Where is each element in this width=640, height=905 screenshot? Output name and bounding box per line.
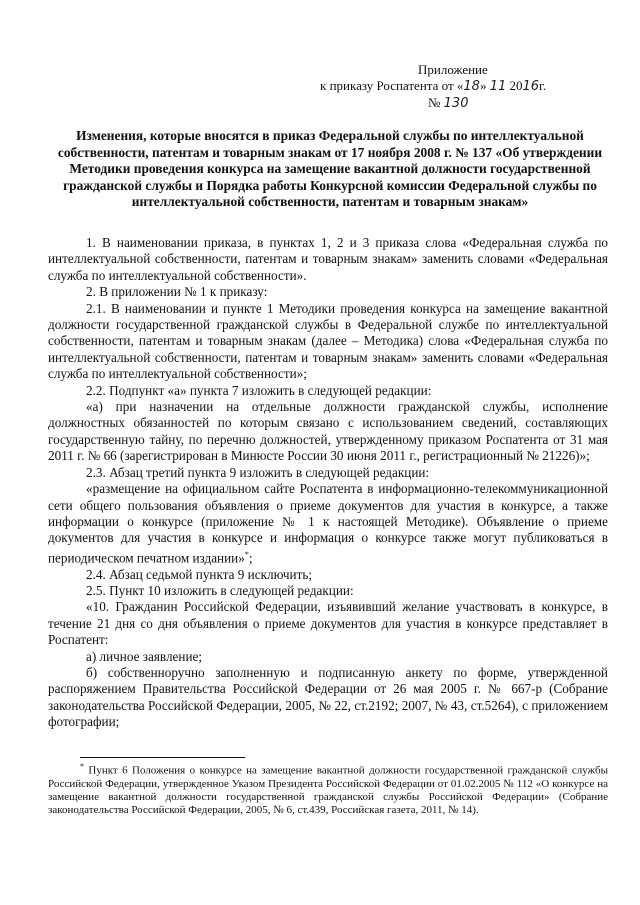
paragraph (48, 481, 608, 566)
paragraph: а) личное заявление; (86, 648, 203, 664)
footnote-marker: * (80, 762, 84, 771)
order-year-prefix: 20 (506, 78, 523, 93)
paragraph: 2.1. В наименовании и пункте 1 Методики проведения конкурса на замещение вакантной должности государственной гражданской службы в Федеральной службе по интеллектуальной собственности, патентам и товарным знакам (далее – Методика) слова «Федеральная служба по интеллектуальной собственности, патентам и товарным знакам» заменить словами «Федеральная служба по интеллектуальной собственности»; (48, 300, 608, 382)
order-number-line (320, 95, 620, 112)
paragraph: «10. Гражданин Российской Федерации, изъявивший желание участвовать в конкурсе, в течение 21 дня со дня объявления о приеме документов для участия в конкурсе представляет в Роспатент: (48, 599, 608, 648)
order-date-suffix: г. (539, 78, 547, 93)
paragraph-text: «размещение на официальном сайте Роспатента в информационно-телекоммуникационной сети общего пользования объявления о приеме документов для участия в конкурсе, а также информации о конкурсе (приложение № 1 к настоящей Методике). Объявление о приеме документов для участия в конкурсе и информация о конкурсе также могут публиковаться в периодическом печатном издании» (48, 481, 608, 566)
paragraph: 2. В приложении № 1 к приказу: (86, 284, 268, 300)
footnote-text: Пункт 6 Положения о конкурсе на замещение вакантной должности государственной гражданской службы Российской Федерации, утвержденное Указом Президента Российской Федерации от 01.02.2005 № 112 «О конкурсе на замещение вакантной должности государственной гражданской службы Российской Федерации» (Собрание законодательства Российской Федерации, 2005, № 6, ст.439, Российская газета, 2011, № 14). (48, 764, 608, 817)
order-date-line (320, 78, 620, 95)
paragraph: «а) при назначении на отдельные должности гражданской службы, исполнение должностных обязанностей по которым связано с использованием сведений, составляющих государственную тайну, по перечню должностей, утвержденному приказом Роспатента от 31 мая 2011 г. № 66 (зарегистрирован в Минюсте России 30 июня 2011 г., регистрационный № 21226)»; (48, 399, 608, 464)
order-date-mid: » (479, 78, 490, 93)
paragraph: 2.5. Пункт 10 изложить в следующей редакции: (86, 582, 354, 598)
order-number-prefix: № (428, 95, 444, 110)
document-title: Изменения, которые вносятся в приказ Федеральной службы по интеллектуальной собственности, патентам и товарным знакам от 17 ноября 2008 г. № 137 «Об утверждении Методики проведения конкурса на замещение вакантной должности государственной гражданской службы и Порядка работы Конкурсной комиссии Федеральной службы по интеллектуальной собственности, патентам и товарным знакам» (57, 128, 603, 209)
paragraph: 1. В наименовании приказа, в пунктах 1, 2 и 3 приказа слова «Федеральная служба по интеллектуальной собственности, патентам и товарным знакам» заменить словами «Федеральная служба по интеллектуальной собственности». (48, 235, 608, 283)
paragraph: 2.3. Абзац третий пункта 9 изложить в следующей редакции: (86, 464, 430, 480)
order-date-prefix: к приказу Роспатента от « (320, 78, 464, 93)
paragraph: 2.4. Абзац седьмой пункта 9 исключить; (86, 566, 313, 582)
handwritten-year: 16 (522, 79, 540, 94)
document-body (48, 235, 608, 731)
handwritten-order-number: 130 (443, 96, 469, 111)
paragraph-tail: ; (248, 550, 253, 566)
paragraph: 2.2. Подпункт «а» пункта 7 изложить в следующей редакции: (86, 382, 432, 398)
attachment-header (320, 62, 620, 112)
footnote-paragraph (48, 760, 608, 817)
footnote (48, 760, 608, 817)
footnote-marker: * (244, 549, 249, 559)
attachment-label: Приложение (418, 62, 488, 77)
handwritten-day: 18 (463, 79, 480, 94)
footnote-divider (80, 757, 245, 758)
handwritten-month: 11 (489, 79, 507, 94)
paragraph: б) собственноручно заполненную и подписанную анкету по форме, утвержденной распоряжением Правительства Российской Федерации от 26 мая 2005 г. № 667-р (Собрание законодательства Российской Федерации, 2005, № 22, ст.2192; 2007, № 43, ст.5264), с приложением фотографии; (48, 664, 608, 730)
